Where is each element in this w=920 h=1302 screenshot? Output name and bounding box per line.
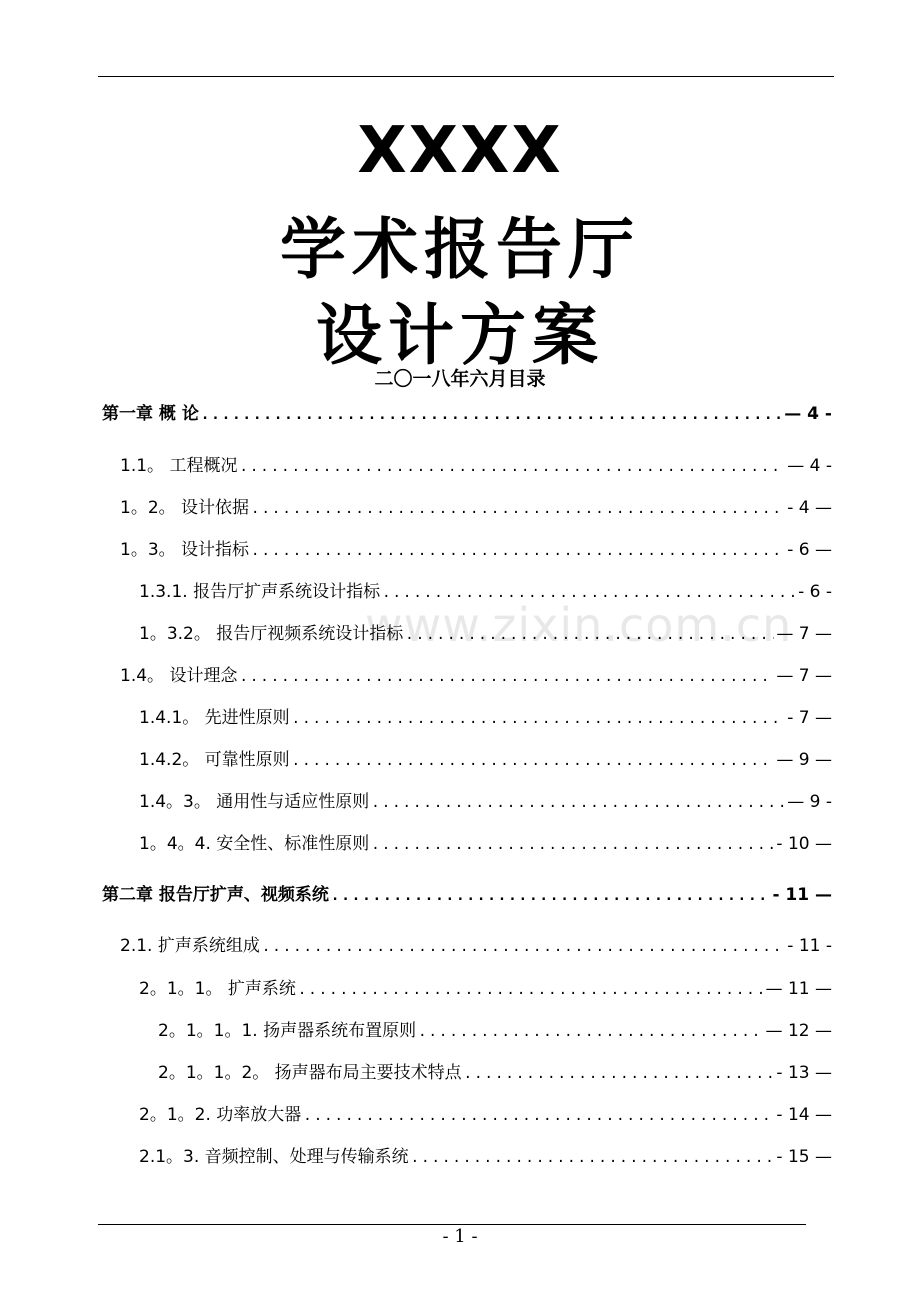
toc-page: — 9 — [776,750,832,770]
toc-number: 1。3。 [120,540,182,560]
toc-entry[interactable] [102,882,832,908]
toc-leader [331,883,771,909]
toc-label: 设计理念 [169,666,238,686]
toc-label: 安全性、标准性原则 [216,834,370,854]
toc-label: 通用性与适应性原则 [216,792,370,812]
title-line-3: 设计方案 [316,297,604,374]
toc-leader [251,538,785,564]
toc-label: 报告厅扩声系统设计指标 [193,582,381,602]
toc-entry[interactable] [120,495,832,521]
toc-number: 2。1。1。2。 [158,1063,275,1083]
toc-leader [371,832,774,858]
toc-page: — 11 — [765,979,832,999]
toc-entry[interactable] [139,831,832,857]
document-date: 二〇一八年六月目录 [374,368,546,390]
toc-page: - 4 — [787,498,832,518]
toc-entry[interactable] [120,663,832,689]
title-line-2: 学术报告厅 [280,211,640,288]
toc-page: - 10 — [776,834,832,854]
toc-label: 先进性原则 [204,708,290,728]
toc-leader [464,1061,775,1087]
toc-leader [292,748,775,774]
watermark: www.zixin.com.cn [365,598,793,652]
toc-page: — 9 - [787,792,832,812]
toc-number: 2。1。1。 [139,979,228,999]
toc-label: 扬声器布局主要技术特点 [274,1063,462,1083]
toc-label: 可靠性原则 [204,750,290,770]
toc-number: 1.1。 [120,456,170,476]
title-line-1: XXXX [357,114,563,188]
toc-page: - 11 — [772,885,832,905]
toc-page: - 6 — [787,540,832,560]
toc-page: - 15 — [776,1147,832,1167]
toc-page: — 4 - [787,456,832,476]
toc-entry[interactable] [120,933,832,959]
toc-page: — 4 - [784,404,832,424]
toc-leader [239,454,785,480]
toc-leader [262,934,785,960]
toc-page: — 7 — [776,666,832,686]
toc-label: 扬声器系统布置原则 [263,1021,417,1041]
toc-label: 概 论 [158,404,199,424]
toc-leader [411,1145,775,1171]
toc-leader [201,402,782,428]
toc-label: 设计依据 [181,498,250,518]
toc-label: 工程概况 [169,456,238,476]
toc-entry[interactable] [139,747,832,773]
toc-leader [251,496,785,522]
toc-leader [382,580,796,606]
toc-number: 第二章 [102,885,159,905]
toc-number: 2.1. [120,936,158,956]
toc-label: 音频控制、处理与传输系统 [204,1147,409,1167]
toc-label: 扩声系统组成 [157,936,260,956]
toc-leader [239,664,774,690]
toc-entry[interactable] [120,453,832,479]
toc-entry[interactable] [139,705,832,731]
toc-number: 1。3.2。 [139,624,217,644]
toc-entry[interactable] [139,1144,832,1170]
toc-leader [298,977,764,1003]
toc-number: 1。4。4. [139,834,217,854]
toc-label: 扩声系统 [227,979,296,999]
toc-leader [303,1103,774,1129]
toc-entry[interactable] [139,976,832,1002]
toc-entry[interactable] [158,1060,832,1086]
toc-page: - 13 — [776,1063,832,1083]
toc-page: - 6 - [798,582,832,602]
footer-rule [98,1224,806,1225]
toc-number: 2。1。2. [139,1105,217,1125]
toc-leader [292,706,786,732]
toc-entry[interactable] [139,789,832,815]
toc-page: - 14 — [776,1105,832,1125]
toc-leader [371,790,785,816]
toc-number: 2。1。1。1. [158,1021,264,1041]
toc-label: 报告厅视频系统设计指标 [216,624,404,644]
toc-label: 报告厅扩声、视频系统 [158,885,329,905]
toc-number: 1.4.1。 [139,708,205,728]
toc-leader [418,1019,763,1045]
toc-leader [405,622,774,648]
header-rule [98,76,834,77]
toc-entry[interactable] [139,579,832,605]
toc-page: — 12 — [765,1021,832,1041]
toc-page: — 7 — [776,624,832,644]
toc-page: - 11 - [787,936,832,956]
toc-entry[interactable] [139,621,832,647]
toc-page: - 7 — [787,708,832,728]
toc-entry[interactable] [102,401,832,427]
toc-entry[interactable] [139,1102,832,1128]
toc-label: 设计指标 [181,540,250,560]
toc-number: 1。2。 [120,498,182,518]
toc-entry[interactable] [120,537,832,563]
toc-number: 1.4.2。 [139,750,205,770]
toc-number: 第一章 [102,404,159,424]
page-number: - 1 - [442,1226,478,1247]
toc-number: 1.3.1. [139,582,194,602]
toc-number: 2.1。3. [139,1147,205,1167]
toc-label: 功率放大器 [216,1105,302,1125]
toc-entry[interactable] [158,1018,832,1044]
toc-number: 1.4。3。 [139,792,217,812]
toc-number: 1.4。 [120,666,170,686]
